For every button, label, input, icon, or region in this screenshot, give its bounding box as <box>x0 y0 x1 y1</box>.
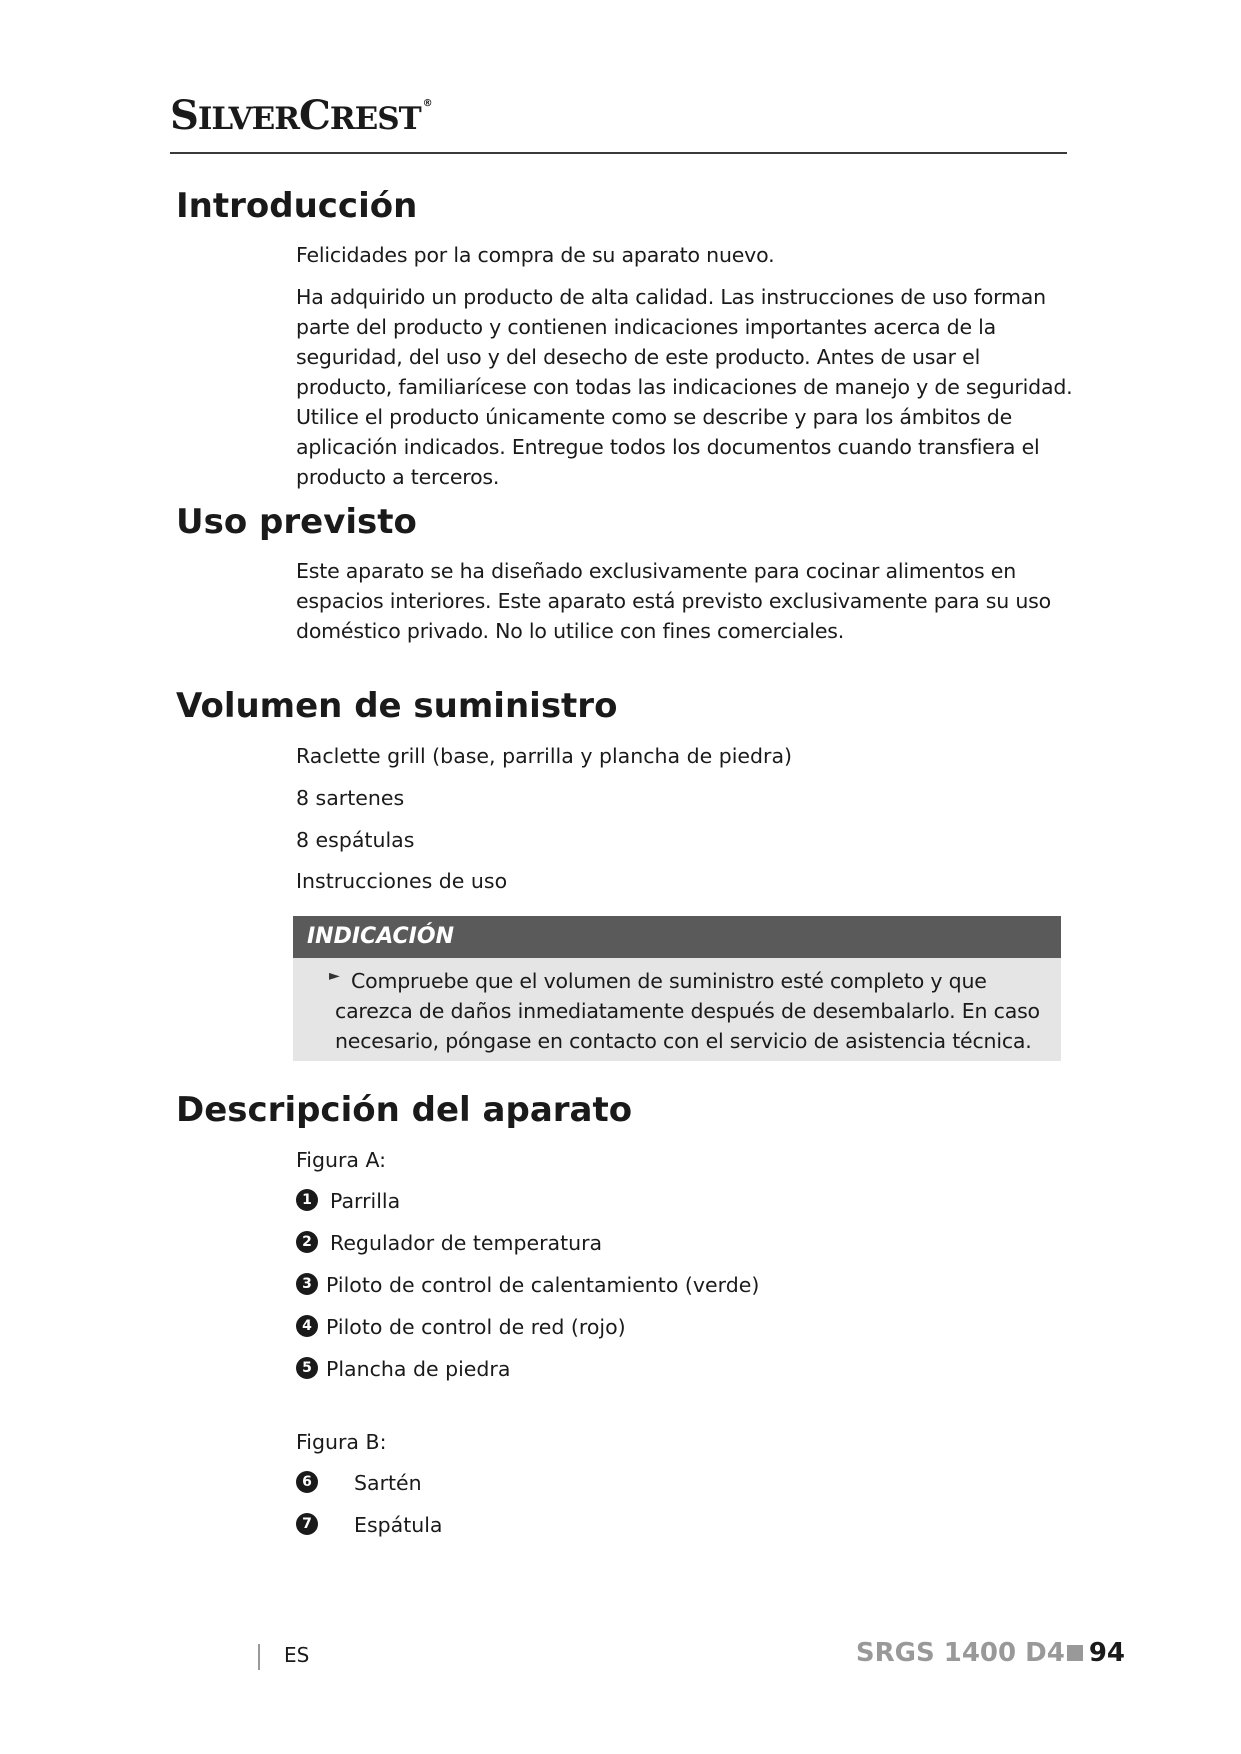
brand-logo: SILVERCREST ® <box>170 92 432 139</box>
part-item: 1 Parrilla <box>296 1186 400 1216</box>
note-box <box>293 916 1061 1061</box>
part-item: 5 Plancha de piedra <box>296 1354 510 1384</box>
arrow-bullet-icon: ► <box>329 968 340 984</box>
footer-model-page: SRGS 1400 D4 94 <box>855 1638 1125 1668</box>
part-item: 2 Regulador de temperatura <box>296 1228 602 1258</box>
supply-item: 8 sartenes <box>296 786 405 810</box>
part-item: 7 Espátula <box>296 1510 443 1540</box>
footer-divider <box>258 1644 260 1670</box>
section-title-intro: Introducción <box>176 186 418 226</box>
part-item: 6 Sartén <box>296 1468 422 1498</box>
section-title-supply: Volumen de suministro <box>176 686 618 726</box>
note-title: INDICACIÓN <box>293 916 1061 958</box>
section-title-description: Descripción del aparato <box>176 1090 633 1130</box>
figure-b-label: Figura B: <box>296 1430 387 1454</box>
number-badge-icon: 7 <box>296 1513 318 1535</box>
intro-paragraph-1: Felicidades por la compra de su aparato nuevo. <box>296 243 775 267</box>
header-divider <box>170 152 1067 154</box>
number-badge-icon: 2 <box>296 1231 318 1253</box>
part-item: 4 Piloto de control de red (rojo) <box>296 1312 626 1342</box>
number-badge-icon: 6 <box>296 1471 318 1493</box>
number-badge-icon: 4 <box>296 1315 318 1337</box>
supply-item: 8 espátulas <box>296 828 415 852</box>
use-paragraph: Este aparato se ha diseñado exclusivamente para cocinar alimentos en espacios interiores. Este aparato está previsto exclusivamente para su uso doméstico privado. No lo utilice con fines comerciales. <box>296 559 1052 643</box>
number-badge-icon: 3 <box>296 1273 318 1295</box>
supply-item: Raclette grill (base, parrilla y plancha de piedra) <box>296 744 793 768</box>
footer-language: ES <box>284 1643 310 1667</box>
page-number: 94 <box>1088 1638 1125 1668</box>
number-badge-icon: 5 <box>296 1357 318 1379</box>
figure-a-label: Figura A: <box>296 1148 387 1172</box>
supply-item: Instrucciones de uso <box>296 869 508 893</box>
note-text: Compruebe que el volumen de suministro esté completo y que carezca de daños inmediatamente después de desembalarlo. En caso necesario, póngase en contacto con el servicio de asistencia técnica. <box>335 969 1040 1053</box>
square-separator-icon <box>1067 1645 1083 1661</box>
section-title-use: Uso previsto <box>176 502 417 542</box>
intro-paragraph-2: Ha adquirido un producto de alta calidad. Las instrucciones de uso forman parte del producto y contienen indicaciones importantes acerca de la seguridad, del uso y del desecho de este producto. Antes de usar el producto, familiarícese con todas las indicaciones de manejo y de seguridad. Utilice el producto únicamente como se describe y para los ámbitos de aplicación indicados. Entregue todos los documentos cuando transfiera el producto a terceros. <box>296 285 1073 489</box>
part-item: 3 Piloto de control de calentamiento (verde) <box>296 1270 759 1300</box>
number-badge-icon: 1 <box>296 1189 318 1211</box>
